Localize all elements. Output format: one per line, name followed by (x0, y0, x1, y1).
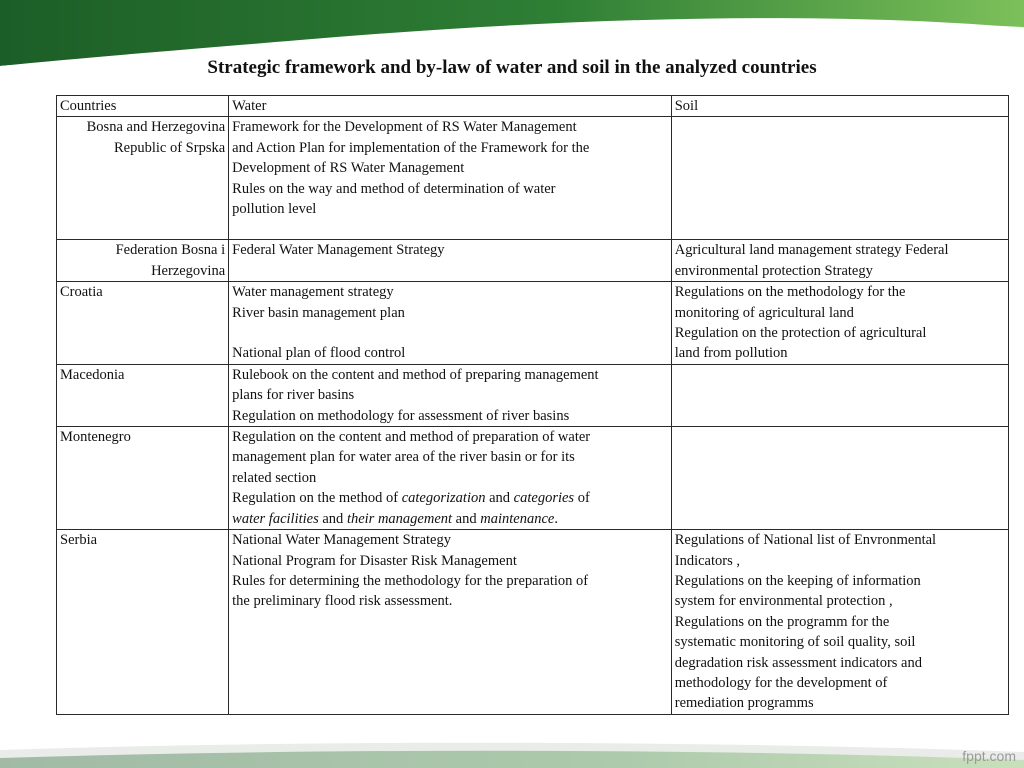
water-line: Regulation on methodology for assessment of river basins (232, 407, 570, 424)
water-line: Rules on the way and method of determination of water (232, 180, 556, 197)
water-cell (229, 530, 672, 715)
soil-line: remediation programms (674, 695, 814, 712)
water-line-mixed: water facilities and their management and maintenance. (232, 510, 558, 527)
footer-swoosh (0, 738, 1024, 768)
water-cell (229, 240, 672, 282)
soil-cell (671, 530, 1008, 715)
soil-line: Regulations on the programm for the (674, 613, 890, 630)
water-line: related section (232, 469, 317, 486)
water-line: Development of RS Water Management (232, 160, 465, 177)
header-soil: Soil (671, 96, 1008, 117)
table-row (57, 364, 1009, 426)
soil-line: land from pollution (674, 345, 788, 362)
country-line: Montenegro (60, 429, 131, 446)
header-countries: Countries (57, 96, 229, 117)
water-cell (229, 117, 672, 240)
soil-line: monitoring of agricultural land (674, 304, 854, 321)
water-line: River basin management plan (232, 304, 405, 321)
water-cell (229, 364, 672, 426)
water-line: Rules for determining the methodology for the preparation of (232, 572, 589, 589)
soil-line: degradation risk assessment indicators and (674, 654, 922, 671)
country-cell (57, 364, 229, 426)
soil-line: system for environmental protection , (674, 593, 893, 610)
table-row (57, 240, 1009, 282)
water-line: National plan of flood control (232, 345, 406, 362)
water-line: Regulation on the content and method of preparation of water (232, 429, 591, 446)
water-line: pollution level (232, 201, 317, 218)
country-line: Macedonia (60, 366, 125, 383)
soil-line: systematic monitoring of soil quality, soil (674, 634, 916, 651)
soil-line: Indicators , (674, 552, 740, 569)
soil-line: environmental protection Strategy (674, 262, 873, 279)
soil-line: Regulation on the protection of agricultural (674, 325, 927, 342)
water-blank-line (232, 323, 668, 343)
framework-table (56, 95, 1009, 715)
country-line: Herzegovina (151, 262, 226, 279)
soil-line: methodology for the development of (674, 674, 888, 691)
country-line: Serbia (60, 532, 98, 549)
table-header-row (57, 96, 1009, 117)
soil-cell (671, 117, 1008, 240)
header-water: Water (229, 96, 672, 117)
water-line: plans for river basins (232, 387, 355, 404)
soil-line: Regulations on the keeping of information (674, 572, 921, 589)
country-cell (57, 530, 229, 715)
water-line: Framework for the Development of RS Water Management (232, 119, 577, 136)
soil-line: Regulations on the methodology for the (674, 284, 906, 301)
soil-cell (671, 427, 1008, 530)
brand-watermark: fppt.com (962, 748, 1016, 764)
water-line: Rulebook on the content and method of preparing management (232, 366, 599, 383)
header-swoosh (0, 0, 1024, 100)
soil-cell (671, 364, 1008, 426)
soil-cell (671, 240, 1008, 282)
water-line: Federal Water Management Strategy (232, 242, 445, 259)
table-row (57, 530, 1009, 715)
country-line: Bosna and Herzegovina (86, 119, 226, 136)
table-row (57, 282, 1009, 365)
water-cell (229, 282, 672, 365)
country-cell (57, 240, 229, 282)
country-cell (57, 427, 229, 530)
water-line: the preliminary flood risk assessment. (232, 593, 453, 610)
soil-line: Regulations of National list of Envronmental (674, 532, 937, 549)
water-line: National Water Management Strategy (232, 532, 451, 549)
water-line: National Program for Disaster Risk Management (232, 552, 517, 569)
country-line: Croatia (60, 284, 103, 301)
water-line: Water management strategy (232, 284, 394, 301)
country-line: Federation Bosna i (115, 242, 226, 259)
page-title: Strategic framework and by-law of water and soil in the analyzed countries (207, 57, 817, 78)
soil-line: Agricultural land management strategy Federal (674, 242, 949, 259)
water-line: management plan for water area of the river basin or for its (232, 449, 575, 466)
country-cell (57, 117, 229, 240)
table-row (57, 427, 1009, 530)
soil-cell (671, 282, 1008, 365)
water-line-mixed: Regulation on the method of categorization and categories of (232, 490, 590, 507)
country-cell (57, 282, 229, 365)
country-line: Republic of Srpska (114, 139, 226, 156)
table-row (57, 117, 1009, 240)
water-cell (229, 427, 672, 530)
water-line: and Action Plan for implementation of the Framework for the (232, 139, 590, 156)
